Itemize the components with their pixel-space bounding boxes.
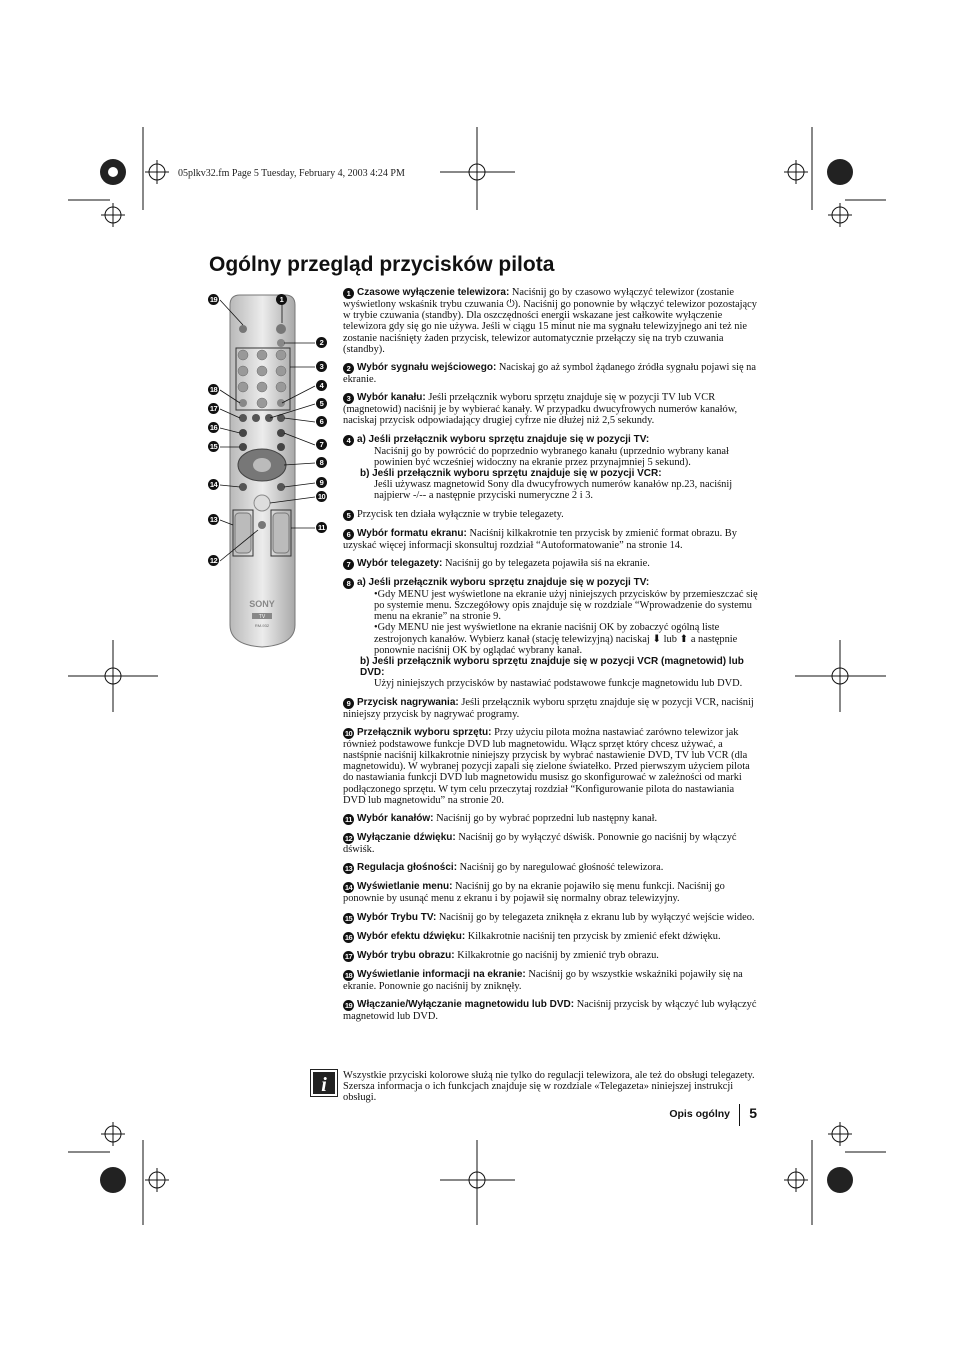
item-label: Przełącznik wyboru sprzętu: bbox=[357, 726, 492, 738]
item-5 bbox=[343, 509, 759, 521]
equipment-selector-button[interactable] bbox=[254, 495, 270, 511]
crop-mark-mid-right bbox=[795, 640, 886, 712]
callout-1: 1 bbox=[276, 294, 287, 305]
callout-4: 4 bbox=[316, 380, 327, 391]
callout-5: 5 bbox=[316, 398, 327, 409]
item-label: Wybór telegazety: bbox=[357, 557, 443, 569]
item-3 bbox=[343, 392, 759, 426]
item-number: 14 bbox=[344, 883, 353, 893]
item-text: Kilkakrotnie go naciśnij by zmienić tryb obrazu. bbox=[457, 949, 659, 961]
item-label: Czasowe wyłączenie telewizora: bbox=[357, 287, 510, 298]
item-15 bbox=[343, 912, 759, 924]
item-number: 9 bbox=[343, 698, 354, 709]
callout-15: 15 bbox=[209, 442, 218, 451]
registration-target-tr bbox=[827, 159, 853, 185]
item-number: 19 bbox=[344, 1000, 353, 1010]
callout-2: 2 bbox=[316, 337, 327, 348]
item-label: Wybór Trybu TV: bbox=[357, 911, 437, 923]
item-number: 13 bbox=[344, 864, 353, 874]
footer-divider bbox=[739, 1104, 740, 1126]
item-19 bbox=[343, 999, 759, 1022]
remote-control-illustration bbox=[200, 285, 335, 660]
item-label: Jeśli przełącznik wyboru sprzętu znajduje się w pozycji VCR: bbox=[372, 468, 662, 480]
registration-target-br bbox=[827, 1167, 853, 1193]
item-text: Naciśnij przycisk by włączyć lub wyłączyć magnetowid lub DVD. bbox=[343, 998, 757, 1022]
item-text: Przycisk ten działa wyłącznie w trybie telegazety. bbox=[357, 508, 564, 520]
item-label: Wyświetlanie informacji na ekranie: bbox=[357, 968, 526, 980]
menu-button[interactable] bbox=[239, 483, 247, 491]
subitem-tag: b) bbox=[360, 468, 370, 480]
item-number: 2 bbox=[343, 363, 354, 374]
item-label: Wybór efektu dźwięku: bbox=[357, 930, 466, 942]
item-6 bbox=[343, 528, 759, 551]
callout-14: 14 bbox=[209, 480, 218, 489]
callout-17: 17 bbox=[209, 404, 218, 413]
crop-mark-bottom-center bbox=[440, 1140, 515, 1225]
info-icon: i bbox=[311, 1070, 337, 1096]
vcr-dvd-power-button[interactable] bbox=[239, 325, 247, 333]
item-number: 7 bbox=[343, 559, 354, 570]
page-footer bbox=[660, 1104, 760, 1126]
item-number: 4 bbox=[343, 435, 354, 446]
item-text: Użyj niniejszych przycisków by nastawiać podstawowe funkcje magnetowidu lub DVD. bbox=[374, 678, 743, 690]
item-text: Naciskaj go aż symbol żądanego źródła sygnału pojawi się na ekranie. bbox=[343, 362, 756, 386]
item-text: Jeśli przełącznik wyboru sprzętu znajduje się w pozycji TV lub VCR (magnetowid) naciśnij je by wybierać kanały. W przypadku dwucyfrowych numerów kanałów, naciskaj przycisk odpowiadający drugiej cyfrze nie dłużej niż 2,5 sekundy. bbox=[343, 392, 738, 427]
item-text: •Gdy MENU nie jest wyświetlone na ekranie naciśnij OK by zobaczyć ogólną liste zestrojonych kanałów. Wybierz kanał (stację telewizyjną) naciskaj ⬇ lub ⬆ a następnie ponownie naciśnij OK by oglądać wybrany kanał. bbox=[374, 622, 738, 656]
item-1 bbox=[343, 287, 759, 355]
item-text: Naciśnij go by wyłączyć dświśk. Ponownie go naciśnij by włączyć dświśk. bbox=[343, 832, 737, 856]
callout-13: 13 bbox=[209, 515, 218, 524]
item-number: 11 bbox=[343, 814, 354, 825]
sound-effect-button[interactable] bbox=[239, 429, 247, 437]
item-label: Wybór sygnału wejściowego: bbox=[357, 362, 497, 374]
callout-18: 18 bbox=[209, 385, 218, 394]
page-number: 5 bbox=[749, 1105, 757, 1121]
item-label: Wybór kanałów: bbox=[357, 813, 434, 825]
item-number: 6 bbox=[343, 529, 354, 540]
item-label: Jeśli przełącznik wyboru sprzętu znajduje się w pozycji TV: bbox=[368, 576, 650, 588]
item-10 bbox=[343, 727, 759, 806]
item-text: Naciśnij go by wybrać poprzedni lub następny kanał. bbox=[436, 813, 658, 825]
button-descriptions bbox=[343, 287, 759, 1029]
item-number: 10 bbox=[344, 728, 353, 738]
item-number: 1 bbox=[343, 288, 354, 299]
brand-logo: SONY bbox=[249, 599, 275, 609]
item-9 bbox=[343, 697, 759, 720]
item-text: •Gdy MENU jest wyświetlone na ekranie użyj niniejszych przycisków by przemieszczać się po systemie menu. Szczegółowy opis znajduje się w rozdziale “Wprowadzenie do systemu menu na ekranie” na stronie 9. bbox=[374, 588, 758, 623]
model-number: RM-932 bbox=[254, 623, 270, 628]
item-11 bbox=[343, 813, 759, 825]
crop-mark-mid-left bbox=[68, 640, 158, 712]
subitem-tag: a) bbox=[357, 576, 366, 588]
crop-mark-top-center bbox=[440, 127, 515, 210]
item-18 bbox=[343, 969, 759, 992]
section-name: Opis ogólny bbox=[669, 1108, 730, 1120]
item-number: 8 bbox=[343, 578, 354, 589]
item-text: Naciśnij go by czasowo wyłączyć telewizor (zostanie wyświetlony wskaśnik trybu czuwania ⏻). Naciśnij go ponownie by włączyć telewizor pozostający w trybie czuwania (standby). Dla oszczędności energii wskazane jest całkowite wyłączenie telewizora gdy się go nie używa. Jeśli w ciągu 15 minut nie ma sygnału telewizyjnego ani też nie zostanie naciśnięty żaden przycisk, telewizor automatycznie przełączy się na tryb czuwania (standby). bbox=[343, 287, 757, 355]
item-text: Kilkakrotnie naciśnij ten przycisk by zmienić efekt dźwięku. bbox=[467, 930, 721, 942]
item-number: 12 bbox=[344, 834, 353, 844]
item-label: Wyłączanie dźwięku: bbox=[357, 832, 456, 844]
mute-button[interactable] bbox=[258, 521, 266, 529]
item-text: Naciśnij go by telegazeta pojawiła siś na ekranie. bbox=[445, 557, 650, 569]
callout-7: 7 bbox=[316, 439, 327, 450]
item-label: Jeśli przełącznik wyboru sprzętu znajduje się w pozycji VCR (magnetowid) lub DVD: bbox=[360, 656, 744, 679]
item-text: Jeśli przełącznik wyboru sprzętu znajduje się w pozycji VCR, naciśnij niniejszy przycisk by nagrywać programy. bbox=[343, 696, 754, 720]
item-label: Jeśli przełącznik wyboru sprzętu znajduje się w pozycji TV: bbox=[368, 433, 650, 445]
info-note-text: Wszystkie przyciski kolorowe służą nie tylko do regulacji telewizora, ale też do obsługi telegazety. Szersza informacja o ich funkcjach znajduje się w rozdziale «Telegazeta» niniejszej instrukcji obsługi. bbox=[343, 1070, 755, 1104]
callout-6: 6 bbox=[316, 416, 327, 427]
item-12 bbox=[343, 832, 759, 855]
callout-16: 16 bbox=[209, 423, 218, 432]
item-label: Wybór formatu ekranu: bbox=[357, 527, 467, 539]
standby-button[interactable] bbox=[276, 324, 286, 334]
item-4 bbox=[343, 434, 759, 502]
item-7 bbox=[343, 558, 759, 570]
item-text: Naciśnij go by na ekranie pojawiło się menu funkcji. Naciśnij go ponownie by usunąć menu z ekranu i by pojawił się normalny obraz telewizyjny. bbox=[343, 881, 725, 905]
previous-channel-button[interactable] bbox=[277, 399, 285, 407]
item-text: Naciśnij go by naregulować głośność telewizora. bbox=[459, 862, 664, 874]
callout-3: 3 bbox=[316, 361, 327, 372]
callout-11: 11 bbox=[316, 522, 327, 533]
text-select-button[interactable] bbox=[277, 443, 285, 451]
teletext-button[interactable] bbox=[277, 429, 285, 437]
item-16 bbox=[343, 931, 759, 943]
item-number: 18 bbox=[344, 970, 353, 980]
tv-mode-button[interactable] bbox=[239, 443, 247, 451]
callout-19: 19 bbox=[209, 295, 218, 304]
callout-12: 12 bbox=[209, 556, 218, 565]
item-label: Regulacja głośności: bbox=[357, 862, 458, 874]
info-button[interactable] bbox=[239, 399, 247, 407]
color-button-green[interactable] bbox=[265, 414, 273, 422]
item-number: 3 bbox=[343, 393, 354, 404]
ok-button[interactable] bbox=[253, 458, 271, 472]
callout-10: 10 bbox=[317, 492, 326, 501]
callout-9: 9 bbox=[316, 477, 327, 488]
color-button-red[interactable] bbox=[252, 414, 260, 422]
item-text: Naciśnij go by powrócić do poprzednio wybranego kanału (uprzednio wybrany kanał powinien być wcześniej widoczny na ekranie przez przynajmniej 5 sekund). bbox=[374, 445, 729, 468]
item-text: Naciśnij go by telegazeta zniknęła z ekranu lub by wyłączyć wejście wideo. bbox=[438, 911, 755, 923]
model-badge-text: TV bbox=[258, 614, 266, 620]
item-17 bbox=[343, 950, 759, 962]
page-title: Ogólny przegląd przycisków pilota bbox=[209, 253, 555, 276]
item-text: Naciśnij kilkakrotnie ten przycisk by zmienić format obrazu. By uzyskać więcej informacji skonsultuj rozdział “Autoformatowanie” na stronie 14. bbox=[343, 527, 737, 551]
record-button[interactable] bbox=[277, 483, 285, 491]
item-8 bbox=[343, 577, 759, 690]
callout-8: 8 bbox=[316, 457, 327, 468]
item-text: Przy użyciu pilota można nastawiać zarówno telewizor jak również podstawowe funkcje DVD lub magnetowidu. Włącz sprzęt który chcesz używać, a nastśpnie naciśnij kilkakrotnie niniejszy przycisk by wybrać nastawienie DVD, TV lub VCR (dla magnetowidu). W wybranej pozycji zapali się zielone światełko. Przed pierwszym użyciem pilota do nastawiania funkcji DVD lub magnetowidu musisz go skonfigurować w zależności od marki podłączonego sprzętu. W tym celu przeczytaj rozdział “Konfigurowanie pilota do nastawiania DVD lub magnetowidu” na stronie 20. bbox=[343, 726, 750, 806]
subitem-tag: a) bbox=[357, 433, 366, 445]
input-select-button[interactable] bbox=[277, 339, 285, 347]
picture-mode-button[interactable] bbox=[239, 414, 247, 422]
item-label: Włączanie/Wyłączanie magnetowidu lub DVD: bbox=[357, 998, 575, 1010]
subitem-tag: b) bbox=[360, 656, 370, 668]
file-header: 05plkv32.fm Page 5 Tuesday, February 4, 2003 4:24 PM bbox=[178, 168, 405, 179]
item-14 bbox=[343, 881, 759, 904]
item-label: Przycisk nagrywania: bbox=[357, 696, 459, 708]
program-button[interactable] bbox=[273, 513, 289, 553]
item-label: Wybór trybu obrazu: bbox=[357, 949, 455, 961]
item-number: 17 bbox=[344, 951, 353, 961]
item-13 bbox=[343, 862, 759, 874]
item-text: Naciśnij go by wszystkie wskaźniki pojawiły się na ekranie. Ponownie go naciśnij by zniknęły. bbox=[343, 968, 743, 992]
item-number: 5 bbox=[343, 510, 354, 521]
item-number: 16 bbox=[344, 932, 353, 942]
item-text: Jeśli używasz magnetowid Sony dla dwucyfrowych numerów kanałów np.23, naciśnij najpierw -/-- a następnie przyciski numeryczne 2 i 3. bbox=[374, 479, 733, 502]
registration-target-bl bbox=[100, 1167, 126, 1193]
item-label: Wybór kanału: bbox=[357, 392, 426, 404]
item-number: 15 bbox=[344, 913, 353, 923]
item-2 bbox=[343, 362, 759, 385]
item-label: Wyświetlanie menu: bbox=[357, 881, 453, 893]
